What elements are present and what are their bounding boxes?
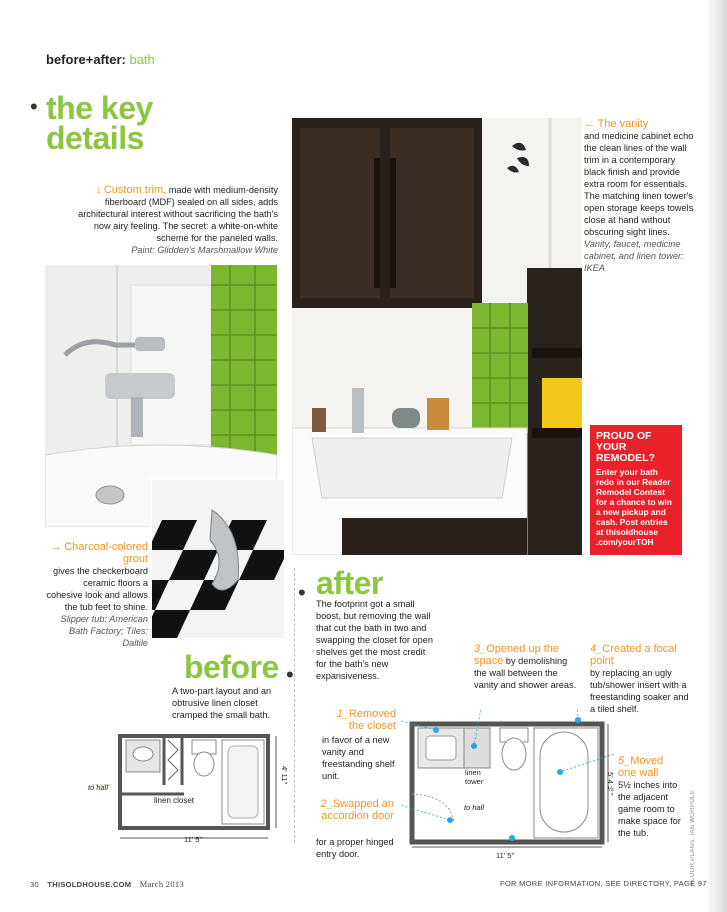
callout-3-text: by demolishing the wall between the vanity and shower areas. [474,656,577,690]
after-divider [294,568,298,843]
plans-credit: FLOOR PLANS: IAN WORPOLE [690,790,696,885]
grout-label: Charcoal-colored grout [64,541,148,565]
vanity-caption [584,118,694,274]
right-arrow-icon: → [50,541,62,553]
kicker-section: bath [125,52,155,67]
page-number: 30 [30,880,39,889]
after-to-hall-label: to hall [464,803,485,812]
callout-2-title: Swapped an accordion door [321,798,394,822]
section-kicker [46,52,155,67]
footer-date: March 2013 [139,879,185,889]
vanity-credit: Vanity, faucet, medicine cabinet, and linen tower: IKEA [584,239,684,273]
down-arrow-icon: ↓ [95,184,102,196]
custom-trim-caption [60,184,278,256]
grout-text: gives the checkerboard ceramic floors a cohesive look and allows the tub feet to shine. [46,566,148,612]
promo-text: Enter your bath redo in our Reader Remodel Contest for a chance to win a new pickup and cash. Post entries at thisoldhouse .com/yourTOH [596,467,672,547]
kicker-main: before+after: [46,52,126,67]
page-edge-shadow [706,0,727,912]
page-footer-left [30,879,184,889]
grout-credit: Slipper tub: American Bath Factory; Tiles: Daltile [60,614,148,648]
custom-trim-label: Custom trim, [103,184,167,196]
reader-remodel-promo[interactable] [590,425,682,555]
callout-1-text: in favor of a new vanity and freestanding shelf unit. [322,735,395,781]
callout-4-number: 4_ [590,643,603,655]
callout-5-title: Moved one wall [618,755,664,779]
footer-directory: FOR MORE INFORMATION, SEE DIRECTORY, PAGE 97 [500,879,707,888]
callout-1 [322,708,396,732]
grout-caption [46,541,148,649]
before-to-hall-label: to hall [88,783,109,792]
callout-4-text: by replacing an ugly tub/shower insert with a freestanding soaker and a tiled shelf. [590,668,689,714]
after-bullet-icon: • [298,580,306,605]
callout-1-number: 1_ [336,708,349,720]
vanity-text: and medicine cabinet echo the clean lines of the wall trim in a contemporary black finish and provide extra room for essentials. The matching linen tower's open storage keeps towels close at hand without obscuring sight lines. [584,131,694,237]
callout-3 [474,643,578,691]
promo-heading: PROUD OF YOUR REMODEL? [596,430,655,464]
callout-2 [316,798,394,822]
before-bullet-icon: • [286,662,294,687]
callout-5-number: 5_ [618,755,631,767]
after-height-label: 5' 4½" [606,772,615,796]
before-text: A two-part layout and an obtrusive linen closet cramped the small bath. [172,686,272,720]
after-width-label: 11' 5" [496,851,515,860]
callout-4 [590,643,690,715]
before-floor-plan [86,730,286,850]
after-floor-plan [400,710,620,860]
left-arrow-icon: ← [584,118,595,130]
vanity-photo [292,118,582,555]
callout-3-title: Opened up the space [474,643,560,667]
callout-5-text: 5½ inches into the adjacent game room to make space for the tub. [618,780,681,838]
before-heading: before [184,649,279,685]
callout-1-title: Removed the closet [348,708,396,732]
callout-2-text: for a proper hinged entry door. [316,837,394,859]
title-line-2: details [46,120,144,156]
clawfoot-tile-photo [150,478,286,640]
before-height-label: 4' 11" [280,766,289,785]
custom-trim-credit: Paint: Glidden's Marshmallow White [131,245,278,255]
before-width-label: 11' 5" [184,835,203,844]
callout-3-number: 3_ [474,643,487,655]
after-text: The footprint got a small boost, but removing the wall that cut the bath in two and swapping the closet for open shelves get the most credit for the bath's new expansiveness. [316,599,433,681]
before-closet-label: linen closet [154,796,195,805]
after-heading: after [316,565,383,601]
callout-5 [618,755,684,839]
custom-trim-text: made with medium-density fiberboard (MDF) sealed on all sides, adds architectural interest without sacrificing the bath's now airy feeling. The secret: a white-on-white scheme for the paneled walls. [78,185,278,243]
after-tower-label: linen tower [465,768,484,786]
callout-4-title: Created a focal point [590,643,677,667]
page-title [46,90,246,156]
title-bullet-icon: • [30,94,38,119]
footer-site: THISOLDHOUSE.COM [47,880,132,889]
callout-2-number: 2_ [320,798,333,810]
title-line-1: the key [46,90,153,126]
vanity-label: The vanity [597,118,649,130]
